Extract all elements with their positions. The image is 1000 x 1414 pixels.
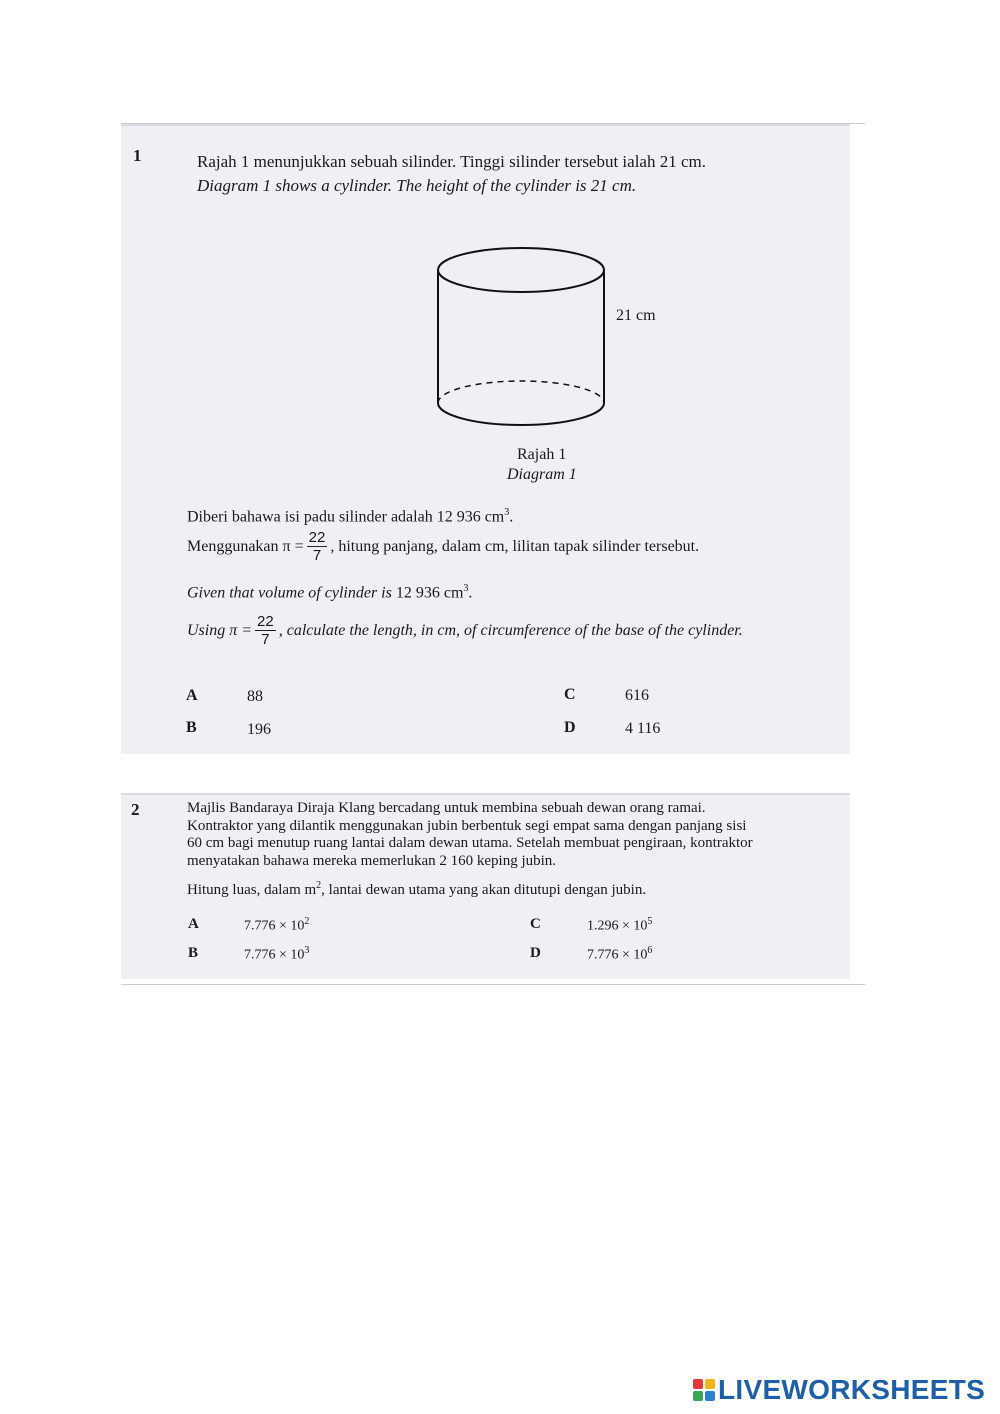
- option-letter-c: C: [564, 686, 576, 703]
- given-en-end: .: [468, 584, 473, 602]
- option-b-exp: 3: [304, 945, 310, 956]
- option-c-value[interactable]: 616: [625, 687, 649, 704]
- using-en-pre: Using π =: [187, 621, 253, 639]
- option-letter-d: D: [530, 945, 541, 961]
- given-ms-end: .: [509, 508, 514, 526]
- question-1-intro-ms: Rajah 1 menunjukkan sebuah silinder. Tinggi silinder tersebut ialah 21 cm.: [197, 152, 706, 171]
- cylinder-base-back: [438, 381, 604, 403]
- logo-text: LIVEWORKSHEETS: [718, 1374, 986, 1405]
- given-en: [187, 583, 472, 602]
- height-label: 21 cm: [616, 307, 656, 324]
- diagram-caption-en: Diagram 1: [507, 466, 577, 483]
- given-en-sup: 3: [463, 583, 469, 594]
- fraction-denominator: 7: [261, 631, 270, 648]
- cylinder-base-front: [438, 403, 604, 425]
- option-d-mantissa: 7.776 × 10: [587, 947, 648, 963]
- ask-pre: Hitung luas, dalam m: [187, 882, 317, 898]
- question-2-ask: [187, 880, 646, 899]
- given-en-value: 12 936 cm: [395, 584, 464, 602]
- option-a-value[interactable]: 88: [247, 688, 263, 705]
- option-letter-a: A: [188, 916, 199, 932]
- option-b-value[interactable]: [244, 945, 309, 964]
- option-letter-b: B: [186, 719, 197, 736]
- cylinder-diagram: [436, 238, 606, 430]
- logo-square: [693, 1391, 703, 1401]
- given-en-text: Given that volume of cylinder is: [187, 584, 392, 602]
- given-ms-text: Diberi bahawa isi padu silinder adalah 12 936 cm: [187, 508, 505, 526]
- option-d-value[interactable]: [587, 945, 652, 964]
- option-a-mantissa: 7.776 × 10: [244, 918, 305, 934]
- option-b-mantissa: 7.776 × 10: [244, 947, 305, 963]
- fraction-numerator: 22: [308, 529, 326, 546]
- question-1-panel: [121, 124, 850, 754]
- fraction-numerator: 22: [257, 613, 274, 630]
- logo-square: [705, 1379, 715, 1389]
- question-1-intro-en: Diagram 1 shows a cylinder. The height of the cylinder is 21 cm.: [197, 176, 637, 195]
- pi-fraction: [307, 529, 328, 564]
- given-ms: [187, 507, 513, 526]
- option-d-exp: 6: [647, 945, 653, 956]
- question-2-line: Majlis Bandaraya Diraja Klang bercadang untuk membina sebuah dewan orang ramai.: [187, 800, 706, 816]
- logo-grid-icon: [693, 1379, 715, 1401]
- liveworksheets-logo[interactable]: [693, 1374, 985, 1406]
- diagram-caption-ms: Rajah 1: [517, 446, 567, 463]
- pi-fraction-en: [255, 613, 276, 648]
- divider: [121, 984, 865, 985]
- option-c-mantissa: 1.296 × 10: [587, 918, 648, 934]
- given-ms-sup: 3: [504, 507, 510, 518]
- cylinder-top-ellipse: [438, 248, 604, 292]
- option-b-value[interactable]: 196: [247, 721, 271, 738]
- ask-post: , lantai dewan utama yang akan ditutupi dengan jubin.: [321, 882, 647, 898]
- option-letter-a: A: [186, 687, 198, 704]
- question-1-number: 1: [133, 146, 142, 165]
- option-a-exp: 2: [304, 916, 310, 927]
- logo-square: [705, 1391, 715, 1401]
- using-en: [187, 613, 743, 648]
- logo-square: [693, 1379, 703, 1389]
- divider: [121, 123, 865, 124]
- question-2-line: menyatakan bahawa mereka memerlukan 2 160 keping jubin.: [187, 852, 557, 869]
- option-letter-d: D: [564, 719, 576, 736]
- fraction-denominator: 7: [312, 547, 322, 564]
- question-2-number: 2: [131, 800, 140, 819]
- using-en-post: , calculate the length, in cm, of circumference of the base of the cylinder.: [278, 621, 743, 639]
- using-ms-post: , hitung panjang, dalam cm, lilitan tapak silinder tersebut.: [330, 537, 700, 555]
- using-ms-pre: Menggunakan π =: [187, 537, 304, 555]
- option-d-value[interactable]: 4 116: [625, 720, 661, 737]
- question-2-text: [187, 800, 753, 870]
- option-a-value[interactable]: [244, 916, 309, 935]
- option-letter-b: B: [188, 945, 199, 961]
- using-ms: [187, 529, 699, 564]
- question-2-line: Kontraktor yang dilantik menggunakan jubin berbentuk segi empat sama dengan panjang sisi: [187, 817, 747, 834]
- option-letter-c: C: [530, 916, 541, 932]
- option-c-value[interactable]: [587, 916, 652, 935]
- ask-sup: 2: [316, 880, 322, 891]
- option-c-exp: 5: [647, 916, 653, 927]
- question-2-line: 60 cm bagi menutup ruang lantai dalam dewan utama. Setelah membuat pengiraan, kontraktor: [187, 835, 753, 851]
